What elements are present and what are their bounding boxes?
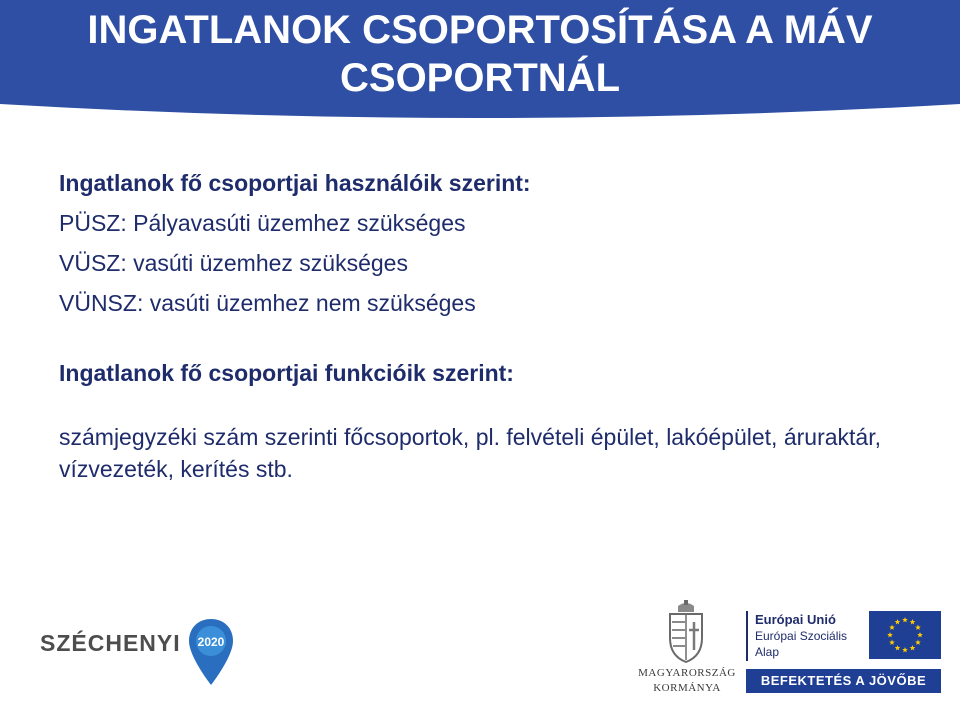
eu-label: [755, 612, 865, 660]
government-label: [635, 666, 739, 696]
slide-title-line-1: INGATLANOK CSOPORTOSÍTÁSA A MÁV: [87, 8, 873, 52]
eu-line-3: Alap: [755, 645, 780, 659]
szechenyi-2020-logo: [40, 617, 240, 687]
spacer: [59, 393, 919, 421]
section-users-heading: Ingatlanok fő csoportjai használóik szerint:: [59, 170, 531, 196]
list-item-vusz: VÜSZ: vasúti üzemhez szükséges: [59, 250, 408, 276]
government-line-2: KORMÁNYA: [653, 682, 721, 694]
hungarian-coat-of-arms-icon: [664, 600, 708, 664]
spacer: [59, 323, 919, 353]
list-item-vunsz: VÜNSZ: vasúti üzemhez nem szükséges: [59, 290, 476, 316]
eu-divider: [746, 611, 748, 661]
szechenyi-label: SZÉCHENYI: [40, 630, 181, 656]
section-functions-heading: Ingatlanok fő csoportjai funkcióik szerint:: [59, 360, 514, 386]
eu-slogan-band: BEFEKTETÉS A JÖVŐBE: [746, 669, 941, 693]
slide-title-line-2: CSOPORTNÁL: [340, 56, 620, 100]
government-line-1: MAGYARORSZÁG: [638, 667, 736, 679]
map-pin-icon: [186, 617, 236, 687]
section-functions-text: számjegyzéki szám szerinti főcsoportok, pl. felvételi épület, lakóépület, áruraktár, vízvezeték, kerítés stb.: [59, 424, 881, 482]
eu-title: Európai Unió: [755, 612, 836, 627]
list-item-pusz: PÜSZ: Pályavasúti üzemhez szükséges: [59, 210, 466, 236]
slide-content: [59, 163, 919, 485]
eu-line-2: Európai Szociális: [755, 629, 848, 643]
eu-flag-icon: [869, 611, 941, 659]
slide-title: [0, 6, 960, 102]
szechenyi-year: 2020: [197, 635, 225, 649]
